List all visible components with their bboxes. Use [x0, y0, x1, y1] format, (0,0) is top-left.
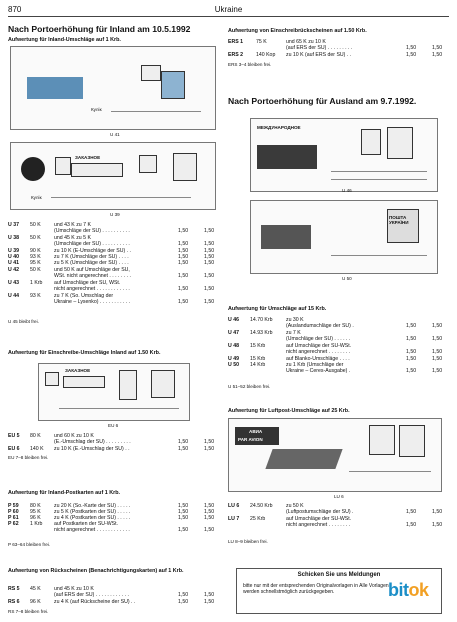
postage-stamp	[399, 425, 425, 457]
address-label: Кулік	[91, 107, 102, 112]
overprint-mark	[119, 370, 137, 400]
postcards-title: Aufwertung für Inland-Postkarten auf 1 Krb.	[8, 490, 121, 496]
u50-caption: U 50	[342, 276, 352, 281]
info-text: bitte nur mit der entsprechenden Originalvorlagen in Alle Vorlagen werden schnellstmöglich zurückgegeben.	[243, 583, 389, 596]
envelope-picture	[27, 77, 83, 99]
envelope-picture	[261, 225, 311, 249]
page-number: 870	[8, 5, 22, 14]
emblem-icon	[21, 157, 45, 181]
logo-part: ok	[408, 580, 429, 600]
ers-note: ERS 3–4 bleiben frei.	[228, 62, 272, 67]
p-note: P 63–64 bleiben frei.	[8, 542, 51, 547]
u46-caption: U 46	[342, 188, 352, 193]
registration-box	[63, 376, 105, 388]
lu-note: LU 8–9 bleiben frei.	[228, 539, 268, 544]
address-label: Кулік	[31, 195, 42, 200]
postage-stamp	[151, 370, 175, 398]
overprint-mark	[139, 155, 157, 173]
eu6-caption: EU 6	[108, 423, 119, 428]
abroad-title: Nach Portoerhöhung für Ausland am 9.7.1992.	[228, 96, 417, 106]
u-note: U 45 bleibt frei.	[8, 319, 39, 324]
envelope-picture	[257, 145, 317, 169]
stamp-text: ПОШТА УКРАЇНИ	[389, 215, 409, 225]
letter-mark	[55, 157, 71, 175]
avia-label: АВИА	[249, 429, 263, 434]
inland-subtitle: Aufwertung für Inland-Umschläge auf 1 Krb.	[8, 37, 121, 43]
envelope-u39-image	[10, 142, 216, 210]
letter-mark	[45, 372, 59, 386]
postage-stamp	[161, 71, 185, 99]
abroad-subtitle: Aufwertung für Umschläge auf 15 Krb.	[228, 306, 327, 312]
airplane-picture	[265, 449, 342, 469]
overprint-mark	[141, 65, 161, 81]
overprint-mark	[361, 129, 381, 155]
international-label: МЕЖДУНАРОДНОЕ	[257, 125, 301, 130]
postage-stamp	[173, 153, 197, 181]
registered-label: ЗАКАЗНОЕ	[75, 155, 101, 160]
watermark-logo	[388, 580, 429, 601]
par-avion-label: PAR AVION	[238, 437, 263, 442]
return-receipts-title: Aufwertung von Rückscheinen (Benachrichtigungskarten) auf 1 Krb.	[8, 568, 184, 574]
u41-caption: U 41	[110, 132, 120, 137]
rs-note: RS 7–8 bleiben frei.	[8, 609, 49, 614]
envelope-u41-image	[10, 46, 216, 130]
logo-part: bit	[388, 580, 409, 600]
envelope-eu6-image	[38, 363, 190, 421]
u39-caption: U 39	[110, 212, 120, 217]
ua-note: U 51–52 bleiben frei.	[228, 384, 271, 389]
postage-stamp	[387, 127, 413, 159]
inland-title: Nach Portoerhöhung für Inland am 10.5.1992	[8, 24, 191, 34]
envelope-u46-image	[250, 118, 438, 192]
lu6-caption: LU 6	[334, 494, 344, 499]
registered-label: ЗАКАЗНОЕ	[65, 368, 91, 373]
overprint-mark	[369, 425, 395, 455]
airmail-title: Aufwertung für Luftpost-Umschläge auf 25 Krb.	[228, 408, 350, 414]
catalog-page: 870 Ukraine Nach Portoerhöhung für Inland am 10.5.1992 Aufwertung für Inland-Umschläge auf 1 Krb. Кулік U 41 ЗАКАЗНОЕ Кулік U 39 U 37 50 K und 43 K zu 7 K (Umschläge der SU) . . . . . . . . . . 1,50 1,50 U 38 50 K und 45 K zu 5 K (Umschläge der SU) . . . . . . . . . . 1,50 1,50 U 39 90 K zu 10 K (E-Umschläge der SU) . . 1,50 1,50 U 40 93 K zu 7 K (Umschläge der SU) . . . . 1,50 1,50 U 41 95 K zu 5 K (Umschläge der SU) . . . . 1,50 1,50 U 42 50 K und 50 K auf Umschläge der SU, WSt. nicht angerechnet . . . . . . . . 1,50 1,50 U 43 1 Krb auf Umschläge der SU, WSt. nicht angerechnet . . . . . . . . . . . . 1,50 1,50 U 44 93 K zu 7 K (So. Umschlag der Ukraine – Lysenko) . . . . . . . . . . . 1,50 1,50 U 45 bleibt frei. Aufwertung für Einschreibe-Umschläge Inland auf 1.50 Krb. ЗАКАЗНОЕ EU 6 EU 5 80 K und 60 K zu 10 K (E.-Umschlag der SU) . . . . . . . . . 1,50 1,50 EU 6 140 K zu 10 K (E.-Umschlag der SU) . . 1,50 1,50 EU 7–8 bleiben frei. Aufwertung für Inland-Postkarten auf 1 Krb. P 59 80 K zu 20 K (So.-Karte der SU) . . . . . 1,50 1,50 P 60 95 K zu 5 K (Postkarten der SU) . . . . . 1,50 1,50 P 61 96 K zu 4 K (Postkarten der SU) . . . . . 1,50 1,50 P 62 1 Krb auf Postkarten der SU-WSt. nicht angerechnet . . . . . . . . . . . . 1,50 1,50 P 63–64 bleiben frei. Aufwertung von Rückscheinen (Benachrichtigungskarten) auf 1 Krb. RS 5 45 K und 45 K zu 10 K (auf ERS der SU) . . . . . . . . . . . . 1,50 1,50 RS 6 96 K zu 4 K (auf Rückscheine der SU) . . 1,50 1,50 RS 7–8 bleiben frei. Aufwertung von Einschreibrückscheinen auf 1.50 Krb. ERS 1 75 K und 65 K zu 10 K (auf ERS der SU) . . . . . . . . . 1,50 1,50 ERS 2 140 Kop zu 10 K (auf ERS der SU) . . 1,50 1,50 ERS 3–4 bleiben frei. Nach Portoerhöhung für Ausland am 9.7.1992. МЕЖДУНАРОДНОЕ U 46 ПОШТА УКРАЇНИ U 50 Aufwertung für Umschläge auf 15 Krb. U 46 14.70 Krb zu 30 K (Auslandumschläge der SU) . 1,50 1,50 U 47 14.93 Krb zu 7 K (Umschläge der SU) . . . . . . 1,50 1,50 U 48 15 Krb auf Umschläge der SU-WSt. nicht angerechnet . . . . . . . . 1,50 1,50 U 49 15 Krb auf Blanko-Umschläge . . . . 1,50 1,50 U 50 14 Krb zu 1 Krb (Umschläge der Ukraine – Ceres-Ausgabe) . 1,50 1,50 U 51–52 bleiben frei. Aufwertung für Luftpost-Umschläge auf 25 Krb. АВИА PAR AVION LU 6 LU 6 24.50 Krb zu 50 K (Luftpostumschläge der SU) . 1,50 1,50 LU 7 25 Krb auf Umschläge der SU-WSt. nicht angerechnet . . . . . . . . 1,50 1,50 LU 8–9 bleiben frei. Schicken Sie uns Meldungen bitte nur mit der entsprechenden Originalvorlagen in Alle Vorlagen werden schnellstmöglich zurückgegeben. bitok	[0, 0, 457, 622]
envelope-lu6-image	[228, 418, 442, 492]
registered-title: Aufwertung für Einschreibe-Umschläge Inland auf 1.50 Krb.	[8, 350, 161, 356]
envelope-u50-image	[250, 200, 438, 274]
page-header	[8, 4, 449, 17]
ers-title: Aufwertung von Einschreibrückscheinen auf 1.50 Krb.	[228, 28, 367, 34]
country-name: Ukraine	[214, 5, 243, 14]
eu-note: EU 7–8 bleiben frei.	[8, 455, 49, 460]
info-title: Schicken Sie uns Meldungen	[297, 572, 381, 578]
registration-box	[71, 163, 123, 177]
